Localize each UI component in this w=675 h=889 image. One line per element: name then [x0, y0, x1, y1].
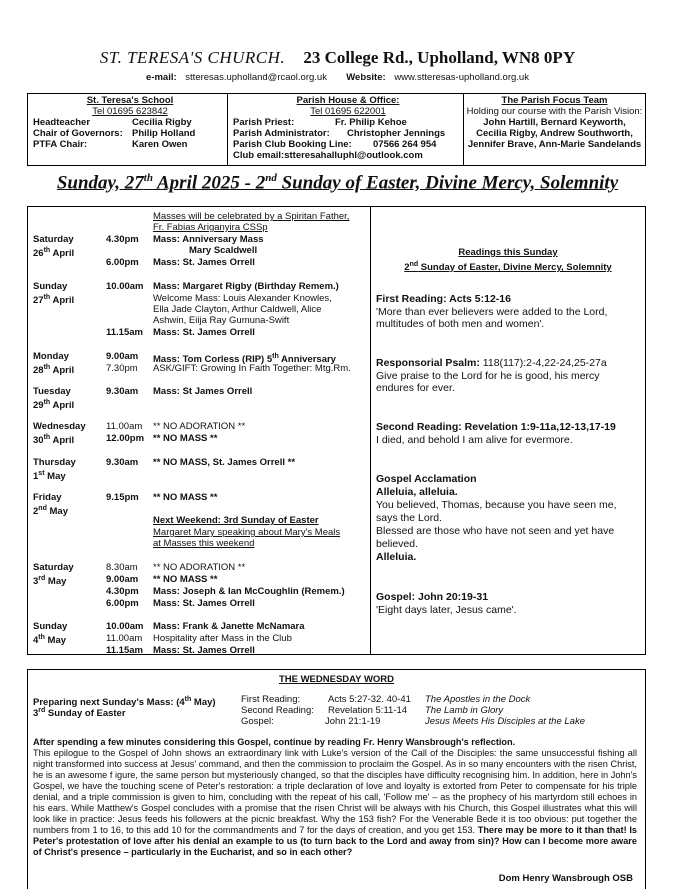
mass-time: 6.00pm [106, 598, 139, 609]
wednesday-word-heading: THE WEDNESDAY WORD [278, 674, 395, 685]
psalm-label: Responsorial Psalm: 118(117):2-4,22-24,25-27a [376, 357, 607, 369]
marys-meals-notice: Margaret Mary speaking about Mary's Meals [153, 527, 341, 538]
mass-time: 4.30pm [106, 234, 139, 245]
mass-time: 9.00am [106, 351, 139, 362]
mass-desc: Mass: St. James Orrell [153, 257, 255, 268]
info-box [27, 93, 646, 166]
parish-house-heading: Parish House & Office: [296, 95, 400, 106]
gospel-text: 'Eight days later, Jesus came'. [376, 604, 517, 616]
website-link[interactable]: www.stteresas-upholland.org.uk [394, 72, 529, 83]
parish-house-column [228, 94, 464, 165]
date-label: 26th April [33, 247, 75, 260]
parish-row: Parish Club Booking Line: 07566 264 954 [233, 139, 437, 150]
next-reading-ref: Revelation 5:11-14 [328, 705, 408, 716]
readings-subheading: 2nd Sunday of Easter, Divine Mercy, Solemnity [404, 261, 612, 274]
mass-desc: ** NO MASS ** [153, 574, 218, 585]
gospel-acclamation-label: Gospel Acclamation [376, 473, 477, 485]
mass-time: 6.00pm [106, 257, 139, 268]
next-reading-ref: John 21:1-19 [325, 716, 381, 727]
first-reading-text: 'More than ever believers were added to the Lord, [376, 306, 608, 318]
church-address: 23 College Rd., Upholland, WN8 0PY [303, 48, 576, 67]
date-label: 29th April [33, 399, 75, 412]
column-divider [370, 207, 371, 654]
prep-line: Preparing next Sunday's Mass: (4th May) [33, 696, 216, 709]
parish-row: Parish Priest: Fr. Philip Kehoe [233, 117, 407, 128]
mass-desc: ** NO ADORATION ** [153, 421, 246, 432]
gospel-label: Gospel: John 20:19-31 [376, 591, 489, 603]
psalm-text: endures for ever. [376, 382, 455, 394]
mass-desc: Mass: St. James Orrell [153, 645, 255, 656]
mass-desc: Mass: Margaret Rigby (Birthday Remem.) [153, 281, 339, 292]
first-reading-label: First Reading: Acts 5:12-16 [376, 293, 511, 305]
date-label: 4th May [33, 634, 67, 647]
mass-time: 11.00am [106, 421, 143, 432]
mass-time: 11.15am [106, 327, 143, 338]
reflection-body: This epilogue to the Gospel of John shows an extraordinary link with Luke's version of the Call of the Disciples: the same unsuccessful fishing all night transformed into success at Jesus' command, and then the commission to proclaim the Gospel. As in so many encounters with the risen Christ, he is an awesome f igure, the same person but mysteriously changed, so that the disciples have difficulty recognising him. In addition, here in John's Gospel, we have the touching scene of Peter's restoration: a triple declaration of love and loyalty is extorted from Peter to compensate for his triple denial, and a triple commission is given to him, concluding with the repeat of his call, 'Follow me' – as the prophecy of his martyrdom still echoes in his ears. While Matthew's Gospel concludes with a promise that the risen Christ will be always with his Church, this Gospel illustrates what this will look like in practice: Jesus feeds his followers at the picnic breakfast. Why the 153 fish? For the Venerable Bede it is too obvious: put together the numbers from 1 to 16, to this add 10 for the commandments and 7 for the days of creation, and you get 153. There may be more to it than that! Is Peter's protestation of love after his denial an example to us (to turn back to the Lord and away from sin)? How can I become more aware of Christ's presence – particularly in the Eucharist, and so in each other? [33, 748, 637, 857]
mass-desc: Mass: Joseph & Ian McCoughlin (Remem.) [153, 586, 345, 597]
acclamation-text: believed. [376, 538, 419, 550]
contact-line [0, 72, 675, 83]
date-label: 1st May [33, 470, 66, 483]
mass-desc: Hospitality after Mass in the Club [153, 633, 292, 644]
mass-desc: Mass: St James Orrell [153, 386, 253, 397]
next-reading-ref: Acts 5:27-32. 40-41 [328, 694, 411, 705]
school-row: Headteacher Cecilia Rigby [33, 117, 192, 128]
school-phone: Tel 01695 623842 [92, 106, 168, 117]
date-label: 27th April [33, 294, 75, 307]
next-reading-label: Gospel: [241, 716, 274, 727]
day-label: Monday [33, 351, 69, 362]
focus-team-line: Jennifer Brave, Ann-Marie Sandelands [467, 139, 642, 150]
school-column [28, 94, 228, 165]
parish-house-phone: Tel 01695 622001 [310, 106, 386, 117]
mass-desc: ** NO ADORATION ** [153, 562, 246, 573]
psalm-text: Give praise to the Lord for he is good, his mercy [376, 370, 600, 382]
masthead [0, 48, 675, 68]
church-name: ST. TERESA'S CHURCH. [99, 48, 286, 67]
mass-desc: Welcome Mass: Louis Alexander Knowles, [153, 293, 332, 304]
mass-desc: ** NO MASS, St. James Orrell ** [153, 457, 296, 468]
mass-time: 10.00am [106, 281, 144, 292]
mass-time: 10.00am [106, 621, 144, 632]
mass-desc: ASK/GIFT: Growing In Faith Together: Mtg.Rm. [153, 363, 351, 374]
marys-meals-notice: at Masses this weekend [153, 538, 255, 549]
mass-time: 11.00am [106, 633, 143, 644]
mass-desc: Mass: Tom Corless (RIP) 5th Anniversary [153, 353, 336, 366]
mass-desc: Mass: St. James Orrell [153, 327, 255, 338]
mass-desc: ** NO MASS ** [153, 492, 218, 503]
mass-time: 9.30am [106, 457, 139, 468]
date-label: 2nd May [33, 505, 68, 518]
date-label: 30th April [33, 434, 75, 447]
mass-time: 11.15am [106, 645, 143, 656]
alleluia: Alleluia. [376, 551, 417, 563]
email-link[interactable]: stteresas.upholland@rcaol.org.uk [185, 72, 327, 83]
masses-intro: Fr. Fabias Ariganyira CSSp [153, 222, 268, 233]
school-row: PTFA Chair: Karen Owen [33, 139, 188, 150]
second-reading-text: I died, and behold I am alive for evermore. [376, 434, 573, 446]
date-label: 28th April [33, 364, 75, 377]
wednesday-word-box [27, 669, 646, 889]
reflection-signature: Dom Henry Wansbrough OSB [498, 873, 633, 884]
parish-row: Parish Administrator: Christopher Jennings [233, 128, 446, 139]
next-reading-title: Jesus Meets His Disciples at the Lake [425, 716, 585, 727]
email-label: e-mail: [146, 72, 177, 83]
alleluia: Alleluia, alleluia. [376, 486, 458, 498]
mass-desc: Mass: Anniversary Mass [153, 234, 264, 245]
day-label: Friday [33, 492, 62, 503]
mass-desc: Ella Jade Clayton, Arthur Caldwell, Alice [153, 304, 322, 315]
next-reading-label: First Reading: [241, 694, 301, 705]
day-label: Tuesday [33, 386, 71, 397]
readings-heading: Readings this Sunday [458, 247, 558, 258]
masses-intro: Masses will be celebrated by a Spiritan Father, [153, 211, 350, 222]
school-heading: St. Teresa's School [86, 95, 174, 106]
first-reading-text: multitudes of both men and women'. [376, 318, 545, 330]
mass-time: 4.30pm [106, 586, 139, 597]
focus-team-heading: The Parish Focus Team [501, 95, 608, 106]
parish-row: Club email:stteresahalluphl@outlook.com [233, 150, 423, 161]
mass-schedule-box [27, 206, 646, 655]
website-label: Website: [346, 72, 386, 83]
second-reading-label: Second Reading: Revelation 1:9-11a,12-13,17-19 [376, 421, 616, 433]
mass-time: 12.00pm [106, 433, 145, 444]
day-label: Sunday [33, 281, 68, 292]
focus-team-intro: Holding our course with the Parish Vision: [466, 106, 643, 117]
day-label: Saturday [33, 234, 74, 245]
date-label: 3rd May [33, 575, 67, 588]
acclamation-text: You believed, Thomas, because you have seen me, [376, 499, 617, 511]
day-label: Wednesday [33, 421, 86, 432]
acclamation-text: Blessed are those who have not seen and yet have [376, 525, 615, 537]
mass-desc: Mass: Frank & Janette McNamara [153, 621, 305, 632]
school-row: Chair of Governors: Philip Holland [33, 128, 196, 139]
acclamation-text: says the Lord. [376, 512, 442, 524]
focus-team-line: Cecilia Rigby, Andrew Southworth, [476, 128, 633, 139]
day-label: Saturday [33, 562, 74, 573]
mass-desc: Mary Scaldwell [189, 245, 258, 256]
next-weekend-notice: Next Weekend: 3rd Sunday of Easter [153, 515, 319, 526]
next-reading-title: The Lamb in Glory [425, 705, 504, 716]
next-reading-title: The Apostles in the Dock [425, 694, 531, 705]
day-label: Sunday [33, 621, 68, 632]
mass-time: 8.30am [106, 562, 138, 573]
mass-desc: Ashwin, Eiija Ray Gumuna-Swift [153, 315, 290, 326]
focus-team-column [464, 94, 645, 165]
focus-team-line: John Hartill, Bernard Keyworth, [483, 117, 626, 128]
day-label: Thursday [33, 457, 76, 468]
reflection-lead: After spending a few minutes considering this Gospel, continue by reading Fr. Henry Wansbrough's reflection. [33, 737, 516, 747]
prep-line: 3rd Sunday of Easter [33, 707, 126, 720]
mass-time: 9.00am [106, 574, 139, 585]
mass-time: 9.30am [106, 386, 139, 397]
mass-desc: ** NO MASS ** [153, 433, 218, 444]
sunday-banner: Sunday, 27th April 2025 - 2nd Sunday of Easter, Divine Mercy, Solemnity [56, 172, 619, 194]
next-reading-label: Second Reading: [241, 705, 314, 716]
mass-time: 7.30pm [106, 363, 138, 374]
mass-desc: Mass: St. James Orrell [153, 598, 255, 609]
mass-time: 9.15pm [106, 492, 139, 503]
